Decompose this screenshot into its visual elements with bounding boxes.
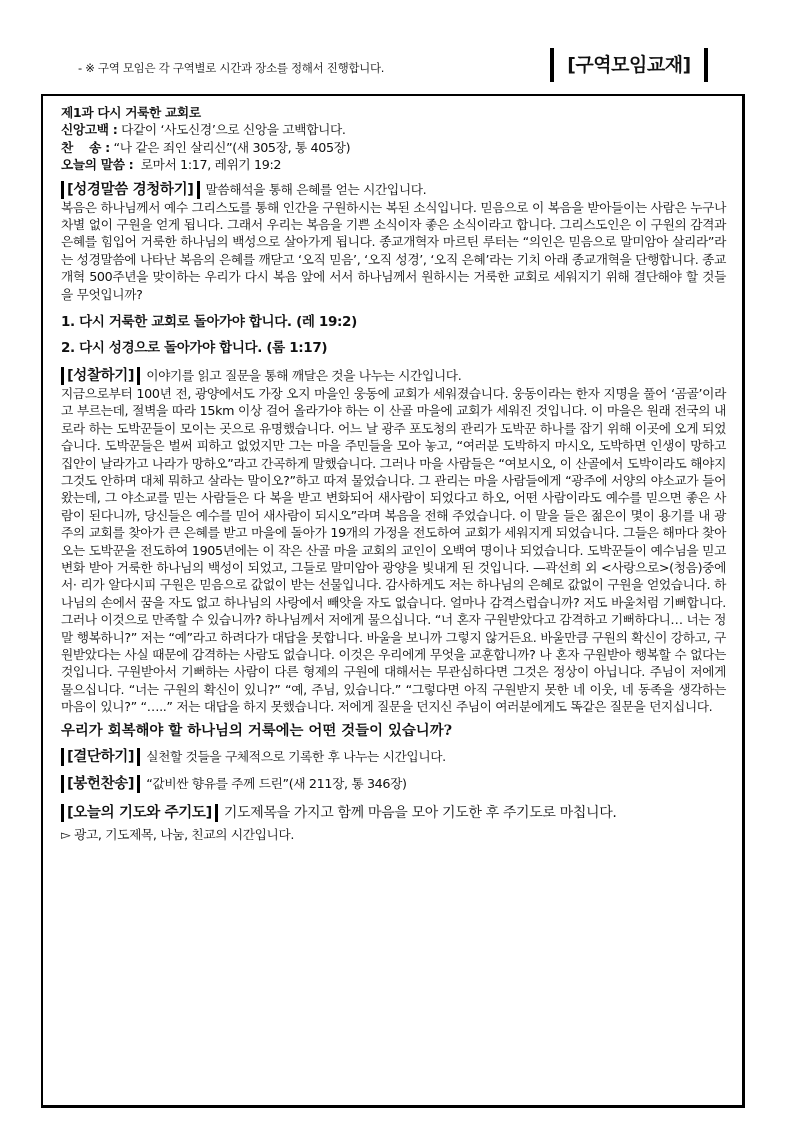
hymn-text: “나 같은 죄인 살리신”(새 305장, 통 405장) [109, 139, 351, 155]
header-note: - ※ 구역 모임은 각 구역별로 시간과 장소를 정해서 진행합니다. [78, 61, 385, 75]
prayer-title: [오늘의 기도와 주기도] [61, 804, 218, 822]
decision-title: [결단하기] [61, 748, 140, 766]
prayer-text: 기도제목을 가지고 함께 마음을 모아 기도한 후 주기도로 마칩니다. [223, 805, 617, 821]
announcement: ▻ 광고, 기도제목, 나눔, 친교의 시간입니다. [61, 827, 295, 843]
reflection-question: 우리가 회복해야 할 하나님의 거룩에는 어떤 것들이 있습니까? [61, 721, 453, 739]
lesson-content [61, 104, 726, 844]
offering-text: “값비싼 향유를 주께 드린”(새 211장, 통 346장) [146, 776, 407, 791]
offering-title: [봉헌찬송] [61, 775, 140, 793]
lesson-box [41, 94, 745, 1108]
hymn-label: 찬 송 : [61, 139, 110, 155]
meditation-intro: 말씀해석을 통해 은혜를 얻는 시간입니다. [205, 181, 427, 197]
meditation-point-2: 2. 다시 성경으로 돌아가야 합니다. (롬 1:17) [61, 340, 328, 357]
confession-label: 신앙고백 : [61, 122, 118, 138]
meditation-body: 복음은 하나님께서 예수 그리스도를 통해 인간을 구원하시는 복된 소식입니다. 믿음으로 이 복음을 받아들이는 사람은 누구나 차별 없이 구원을 얻게 됩니다. 그래서 우리는 복음을 기쁜 소식이자 좋은 소식이라고 합니다. 그리스도인은 이 구원의 감격과 은혜를 힘입어 거룩한 하나님의 백성으로 살아가게 됩니다. 종교개혁자 마르틴 루터는 “의인은 믿음으로 말미암아 살리라”라는 성경말씀에 나타난 복음의 은혜를 깨닫고 ‘오직 믿음’, ‘오직 성경’, ‘오직 은혜’라는 기치 아래 종교개혁을 단행합니다. 종교개혁 500주년을 맞이하는 우리가 다시 복음 앞에 서서 하나님께서 원하시는 거룩한 교회로 세워지기 위해 결단해야 할 것들을 무엇입니까? [61, 199, 726, 302]
decision-text: 실천할 것들을 구체적으로 기록한 후 나누는 시간입니다. [146, 749, 446, 764]
word-label: 오늘의 말씀 : [61, 157, 134, 173]
confession-text: 다같이 ‘사도신경’으로 신앙을 고백합니다. [117, 122, 346, 138]
document-badge: [구역모임교재] [550, 48, 708, 82]
reflection-title: [성찰하기] [61, 367, 140, 385]
reflection-body: 지금으로부터 100년 전, 광양에서도 가장 오지 마을인 웅동에 교회가 세워졌습니다. 웅동이라는 한자 지명을 풀어 ‘곰골’이라고 부르는데, 절벽을 따라 15km 이상 걸어 올라가야 하는 이 산골 마을에 교회가 세워진 것입니다. 이 마을은 원래 전국의 내로라 하는 도박꾼들이 모이는 곳으로 유명했습니다. 어느 날 광주 포도청의 관리가 도박꾼 하나를 잡기 위해 이곳에 오게 되었습니다. 도박꾼들은 벌써 피하고 없었지만 그는 마을 주민들을 모아 놓고, “여러분 도박하지 마시오, 도박하면 인생이 망하고 집안이 날라가고 나라가 망하오”라고 간곡하게 말했습니다. 그러나 마을 사람들은 “여보시오, 이 산골에서 도박이라도 해야지 그것도 안하며 대체 뭐하고 살라는 말이오?”하고 따져 물었습니다. 그 관리는 마을 사람들에게 “광주에 서양의 야소교가 들어왔는데, 그 야소교를 믿는 사람들은 다 복을 받고 변화되어 새사람이 되었다고 하오, 어떤 사람이라도 예수를 믿으면 좋은 사람이 된다니까, 당신들은 예수를 믿어 새사람이 되시오”라며 복음을 전해 주었습니다. 이 말을 들은 젊은이 몇이 용기를 내 광주의 교회를 찾아가 큰 은혜를 받고 마을에 돌아가 19개의 가정을 전도하여 교회가 세워지게 되었습니다. 그들은 해마다 찾아오는 도박꾼을 전도하여 1905년에는 이 작은 산골 마을 교회의 교인이 오백여 명이나 되었습니다. 도박꾼들이 예수님을 믿고 변화 받아 거룩한 하나님의 백성이 되었고, 그들로 말미암아 광양을 빛내게 된 것입니다. —곽선희 외 <사랑으로>(청음)중에서· 리가 알다시피 구원은 믿음으로 값없이 받는 선물입니다. 감사하게도 저는 하나님의 은혜로 값없이 구원을 얻었습니다. 하나님의 손에서 꿈을 자도 없고 하나님의 사랑에서 빼앗을 자도 없습니다. 얼마나 감격스럽습니까? 저도 바울처럼 기뻐합니다. 그러나 이것으로 만족할 수 있습니까? 하나님께서 저에게 물으십니다. “너 혼자 구원받았다고 감격하고 기뻐하다니… 너는 정말 행복하니?” 저는 “예”라고 하려다가 대답을 못합니다. 바울을 보니까 그렇지 않거든요. 바울만큼 구원의 확신이 강하고, 구원받았다는 사실 때문에 감격하는 사람도 없습니다. 이것은 우리에게 무엇을 교훈합니까? 나 혼자 구원받아 행복할 수 없다는 것입니다. 구원받아서 기뻐하는 사람이 다른 형제의 구원에 대해서는 무관심하다면 그것은 정상이 아닙니다. 주님이 저에게 물으십니다. “너는 구원의 확신이 있니?” “예, 주님, 있습니다.” “그렇다면 아직 구원받지 못한 네 이웃, 네 동족을 생각하는 마음이 있니?” “…..” 저는 대답을 하지 못했습니다. 저에게 질문을 던지신 주님이 여러분에게도 똑같은 질문을 던지십니다. [61, 385, 727, 715]
reflection-intro: 이야기를 읽고 질문을 통해 깨달은 것을 나누는 시간입니다. [146, 367, 462, 383]
lesson-title: 제1과 다시 거룩한 교회로 [61, 105, 201, 120]
meditation-point-1: 1. 다시 거룩한 교회로 돌아가야 합니다. (레 19:2) [61, 314, 357, 331]
word-text: 로마서 1:17, 레위기 19:2 [133, 157, 282, 173]
meditation-title: [성경말씀 경청하기] [61, 181, 200, 199]
